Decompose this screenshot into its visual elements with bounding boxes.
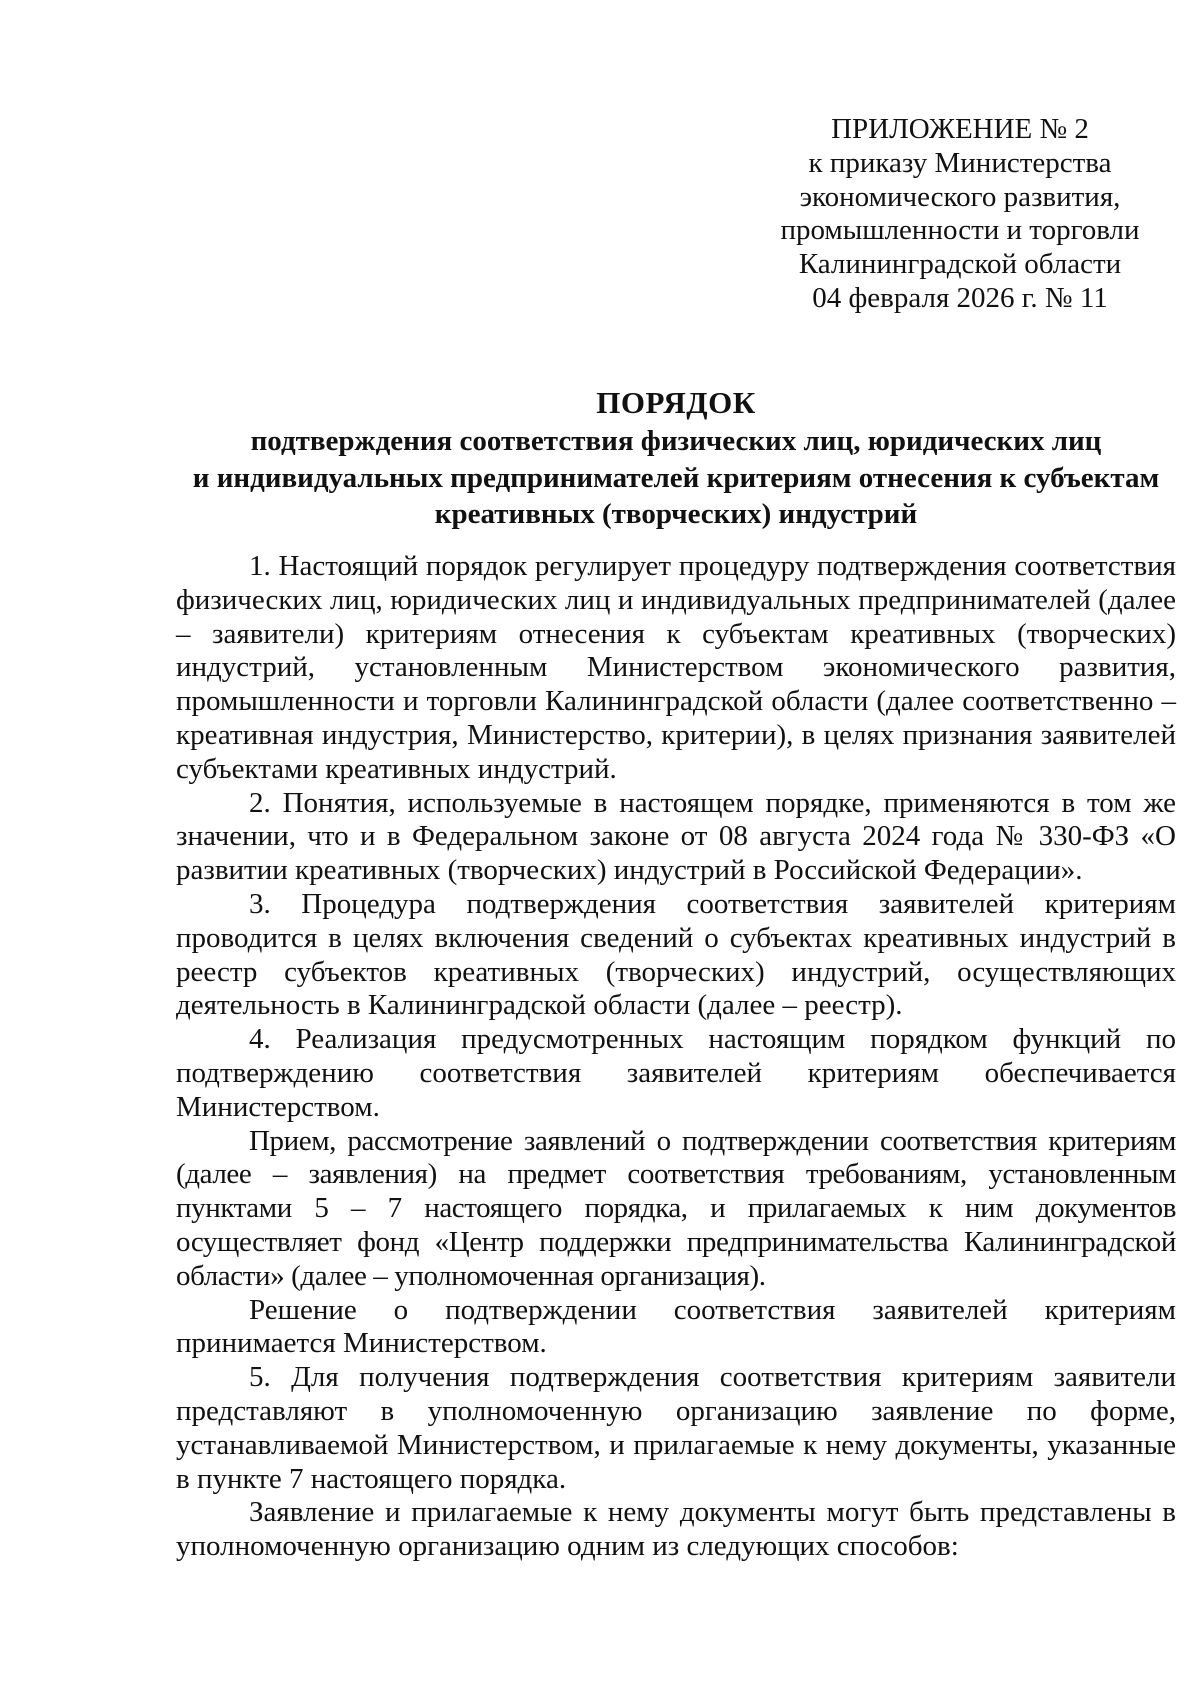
appendix-title: ПРИЛОЖЕНИЕ № 2 [831,113,1089,145]
document-body [176,550,1176,1564]
paragraph-3: 3. Процедура подтверждения соответствия заявителей критериям проводится в целях включения сведений о субъектах креативных индустрий в реестр субъектов креативных (творческих) индустрий, осуществляющих деятельность в Калининградской области (далее – реестр). [176,887,1176,1022]
document-title: ПОРЯДОК [596,385,756,420]
appendix-line: Калининградской области [798,248,1122,281]
paragraph-5: 5. Для получения подтверждения соответствия критериям заявители представляют в уполномоченную организацию заявление по форме, устанавливаемой Министерством, и прилагаемые к нему документы, указанные в пункте 7 настоящего порядка. [176,1361,1176,1495]
paragraph-4-decision: Решение о подтверждении соответствия заявителей критериям принимается Министерством. [176,1293,1176,1360]
document-subtitle-line: подтверждения соответствия физических лиц, юридических лиц [250,425,1102,457]
paragraph-4: 4. Реализация предусмотренных настоящим порядком функций по подтверждению соответствия заявителей критериям обеспечивается Министерством. [176,1023,1176,1123]
appendix-line: к приказу Министерства [808,146,1112,179]
document-heading [176,383,1176,533]
paragraph-2: 2. Понятия, используемые в настоящем порядке, применяются в том же значении, что и в Федеральном законе от 08 августа 2024 года № 330-ФЗ «О развитии креативных (творческих) индустрий в Российской Федерации». [176,786,1176,887]
document-subtitle-line: и индивидуальных предпринимателей критериям отнесения к субъектам [192,461,1160,494]
paragraph-1: 1. Настоящий порядок регулирует процедуру подтверждения соответствия физических лиц, юридических лиц и индивидуальных предпринимателей (далее – заявители) критериям отнесения к субъектам креативных (творческих) индустрий, установленным Министерством экономического развития, промышленности и торговли Калининградской области (далее соответственно – креативная индустрия, Министерство, критерии), в целях признания заявителей субъектами креативных индустрий. [176,550,1176,785]
paragraph-5-methods: Заявление и прилагаемые к нему документы могут быть представлены в уполномоченную организацию одним из следующих способов: [176,1496,1176,1563]
appendix-line: экономического развития, [799,180,1121,213]
appendix-header [770,113,1150,316]
paragraph-4-reception: Прием, рассмотрение заявлений о подтверждении соответствия критериям (далее – заявления) на предмет соответствия требованиям, установленным пунктами 5 – 7 настоящего порядка, и прилагаемых к ним документов осуществляет фонд «Центр поддержки предпринимательства Калининградской области» (далее – уполномоченная организация). [176,1124,1176,1292]
appendix-date: 04 февраля 2026 г. № 11 [812,281,1108,314]
appendix-line: промышленности и торговли [780,214,1140,247]
document-subtitle-line: креативных (творческих) индустрий [434,498,918,530]
